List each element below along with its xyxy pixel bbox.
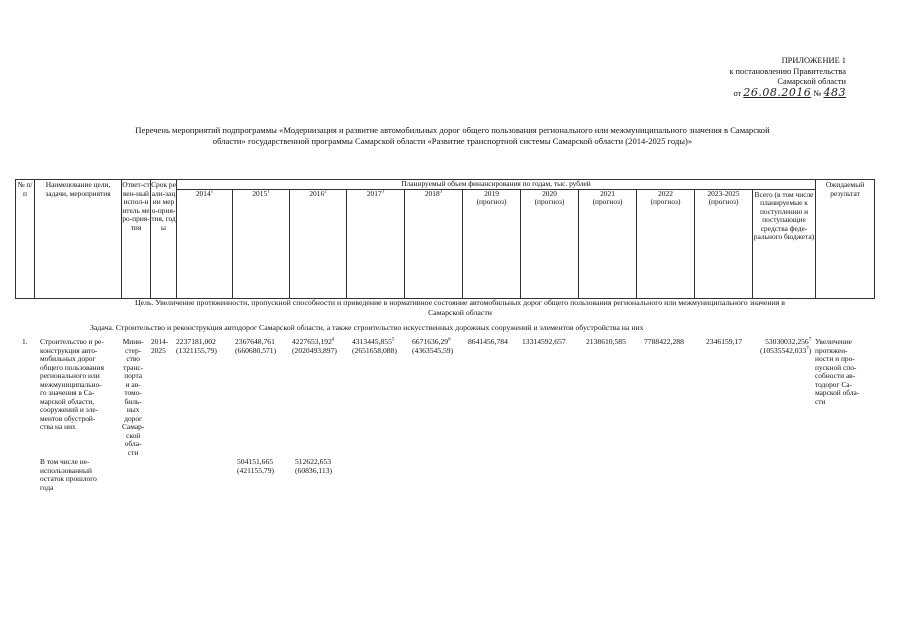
expected-result: Увеличение протяжен- ности и про- пускной спо- собности ав- тодорог Са- марской обла- сти (815, 337, 860, 406)
value-cell: 4227653,192$^4$ (2020493,897) (292, 337, 337, 355)
appendix-title: ПРИЛОЖЕНИЕ 1 (781, 56, 846, 65)
header-term: Срок реали-зации меро-прия-тия, годы (151, 180, 177, 299)
header-year-cell: 2017$^3$ (347, 189, 405, 298)
header-year-cell: 2015$^1$ (233, 189, 290, 298)
handwritten-number: 483 (823, 85, 846, 99)
header-year-cell: 2021 (прогноз) (579, 189, 637, 298)
task-text: Задача. Строительство и реконструкция автодорог Самарской области, а также строительство искусственных дорожных сооружений и элементов обустройства на них (90, 323, 644, 332)
value-cell: 8641456,784 (468, 337, 508, 346)
executor-text: Мини- стер- ство транс- порта и ав- томо- биль- ных дорог Самар- ской обла- сти (122, 337, 145, 457)
activity-name: Строительство и ре- конструкция авто- мобильных дорог общего пользования регионального или межмуниципально- го значения в Са- марской области, сооружений и эле- ментов обустрой- ства на них (40, 337, 104, 431)
header-year-cell: 2023-2025 (прогноз) (695, 189, 753, 298)
sub-value-cell: 504151,665 (421155,79) (237, 457, 275, 475)
header-name: Наименование цели, задачи, мероприятия (35, 180, 122, 299)
header-year-cell: 2014$^1$ (177, 189, 233, 298)
goal-text: Цель. Увеличение протяженности, пропускной способности и приведение в нормативное состояние автомобильных дорог общего пользования регионального или межмуниципального значения в Самарской области (135, 298, 785, 317)
header-year-cell: 2018$^3$ (405, 189, 463, 298)
header-num: № п/п (16, 180, 35, 299)
header-year-cell: 2016$^2$ (290, 189, 347, 298)
value-cell: 2367648,761 (660680,571) (235, 337, 277, 355)
appendix-block (670, 56, 846, 99)
total-value-cell: 53030032,256$^7$ (10535542,033$^7$) (760, 337, 812, 355)
header-executor: Ответ-ствен-ный испол-нитель меро-прия-тия (122, 180, 151, 299)
value-cell: 2237181,002 (1321155,79) (176, 337, 217, 355)
header-year-cell: 2020 (прогноз) (521, 189, 579, 298)
from-label: от (733, 88, 742, 98)
value-cell: 2346159,17 (706, 337, 743, 346)
handwritten-date: 26.08.2016 (743, 85, 812, 99)
header-year-cell: 2019 (прогноз) (463, 189, 521, 298)
document-title: Перечень мероприятий подпрограммы «Модернизация и развитие автомобильных дорог общего пользования регионального или межмуниципального значения в Самарской области» государственной программы Самарской области «Развитие транспортной системы Самарской области (2014-2025 годы)» (135, 125, 770, 146)
value-cell: 7788422,288 (644, 337, 684, 346)
appendix-date-line (670, 85, 846, 100)
header-result: Ожидаемый результат (816, 180, 875, 299)
appendix-line: Самарской области (777, 77, 846, 87)
value-cell: 4313445,855$^5$ (2651658,088) (352, 337, 397, 355)
value-cell: 2138610,585 (586, 337, 626, 346)
appendix-line: к постановлению Правительства (729, 66, 846, 76)
header-table (15, 179, 875, 299)
value-cell: 6671636,29$^6$ (4363545,59) (412, 337, 454, 355)
header-year-cell: 2022 (прогноз) (637, 189, 695, 298)
sub-value-cell: 512622,653 (60836,113) (295, 457, 333, 475)
header-planned: Планируемый объем финансирования по годам, тыс. рублей (177, 180, 816, 190)
header-total: Всего (в том числе планируемые к поступлению и поступающие средства феде-рального бюджета) (753, 189, 816, 298)
term-text: 2014- 2025 (151, 337, 169, 355)
sub-activity-name: В том числе не- использованный остаток прошлого года (40, 457, 97, 492)
value-cell: 13314592,657 (522, 337, 566, 346)
number-label: № (813, 88, 822, 98)
row-number: 1. (22, 337, 28, 346)
